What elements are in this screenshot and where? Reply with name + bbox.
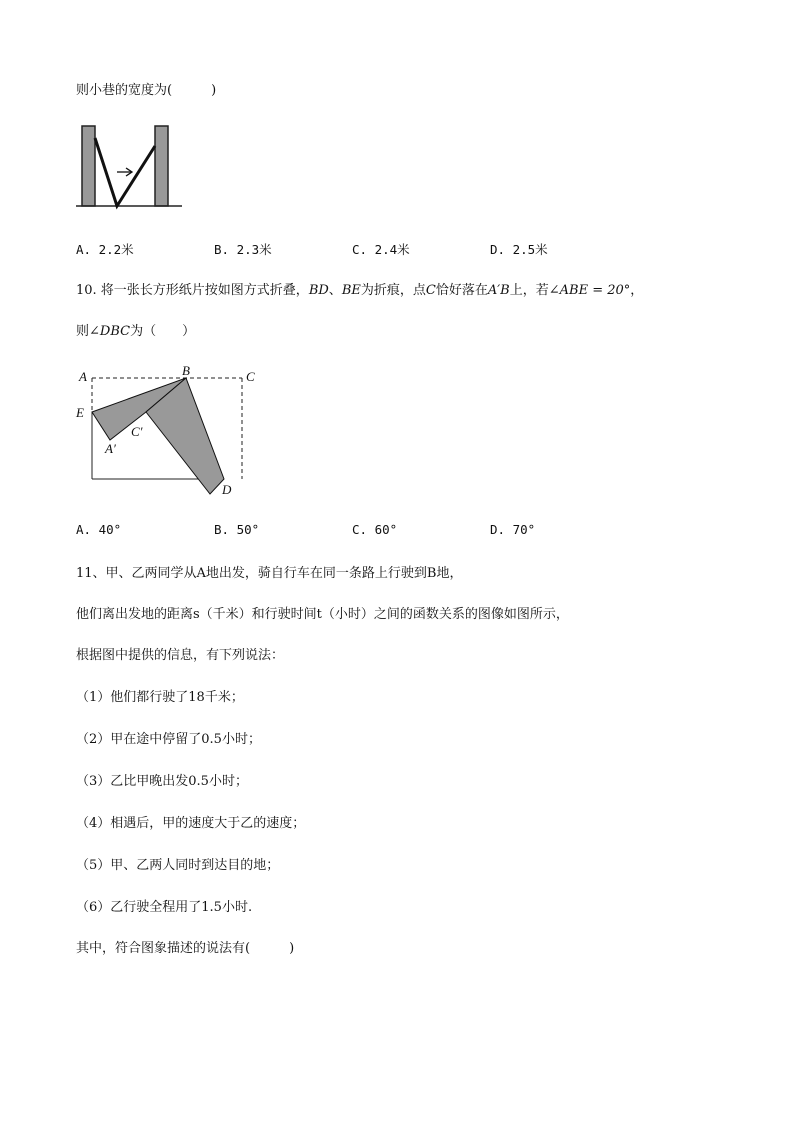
- label-b: B: [182, 363, 190, 378]
- q9-option-d: D. 2.5米: [490, 242, 548, 257]
- q11-line-3: 根据图中提供的信息，有下列说法：: [76, 648, 285, 663]
- right-wall: [155, 126, 168, 206]
- label-e: E: [76, 405, 84, 420]
- q11-line-1: 11、甲、乙两同学从A地出发，骑自行车在同一条路上行驶到B地，: [76, 566, 463, 581]
- q10-question-line-2: 则∠DBC为（ ）: [76, 324, 196, 339]
- q11-statement-6: （6）乙行驶全程用了1.5小时.: [76, 900, 253, 915]
- q9-option-c: C. 2.4米: [352, 242, 410, 257]
- label-c: C: [246, 369, 255, 384]
- q10-option-c: C. 60°: [352, 522, 398, 537]
- q10-question-line: 10. 将一张长方形纸片按如图方式折叠，BD、BE为折痕，点C恰好落在A′B上，若∠ABE = 20°，: [76, 283, 644, 298]
- q9-question-line: 则小巷的宽度为( ): [76, 83, 217, 98]
- q10-option-d: D. 70°: [490, 522, 536, 537]
- label-a: A: [79, 369, 87, 384]
- q11-statement-4: （4）相遇后，甲的速度大于乙的速度；: [76, 816, 306, 831]
- label-d: D: [222, 482, 232, 497]
- q11-statement-2: （2）甲在途中停留了0.5小时；: [76, 732, 261, 747]
- q9-alley-figure: [76, 124, 186, 214]
- left-wall: [82, 126, 95, 206]
- q9-option-b: B. 2.3米: [214, 242, 272, 257]
- q11-statement-5: （5）甲、乙两人同时到达目的地；: [76, 858, 280, 873]
- q9-option-a: A. 2.2米: [76, 242, 134, 257]
- q11-question-line: 其中，符合图象描述的说法有( ): [76, 941, 295, 956]
- q10-fold-figure: [74, 364, 274, 504]
- q11-statement-1: （1）他们都行驶了18千米；: [76, 690, 244, 705]
- q11-line-2: 他们离出发地的距离s（千米）和行驶时间t（小时）之间的函数关系的图像如图所示，: [76, 607, 569, 622]
- label-a-prime: A′: [105, 441, 116, 456]
- q10-option-a: A. 40°: [76, 522, 122, 537]
- q11-statement-3: （3）乙比甲晚出发0.5小时；: [76, 774, 248, 789]
- label-c-prime: C′: [131, 424, 143, 439]
- q10-option-b: B. 50°: [214, 522, 260, 537]
